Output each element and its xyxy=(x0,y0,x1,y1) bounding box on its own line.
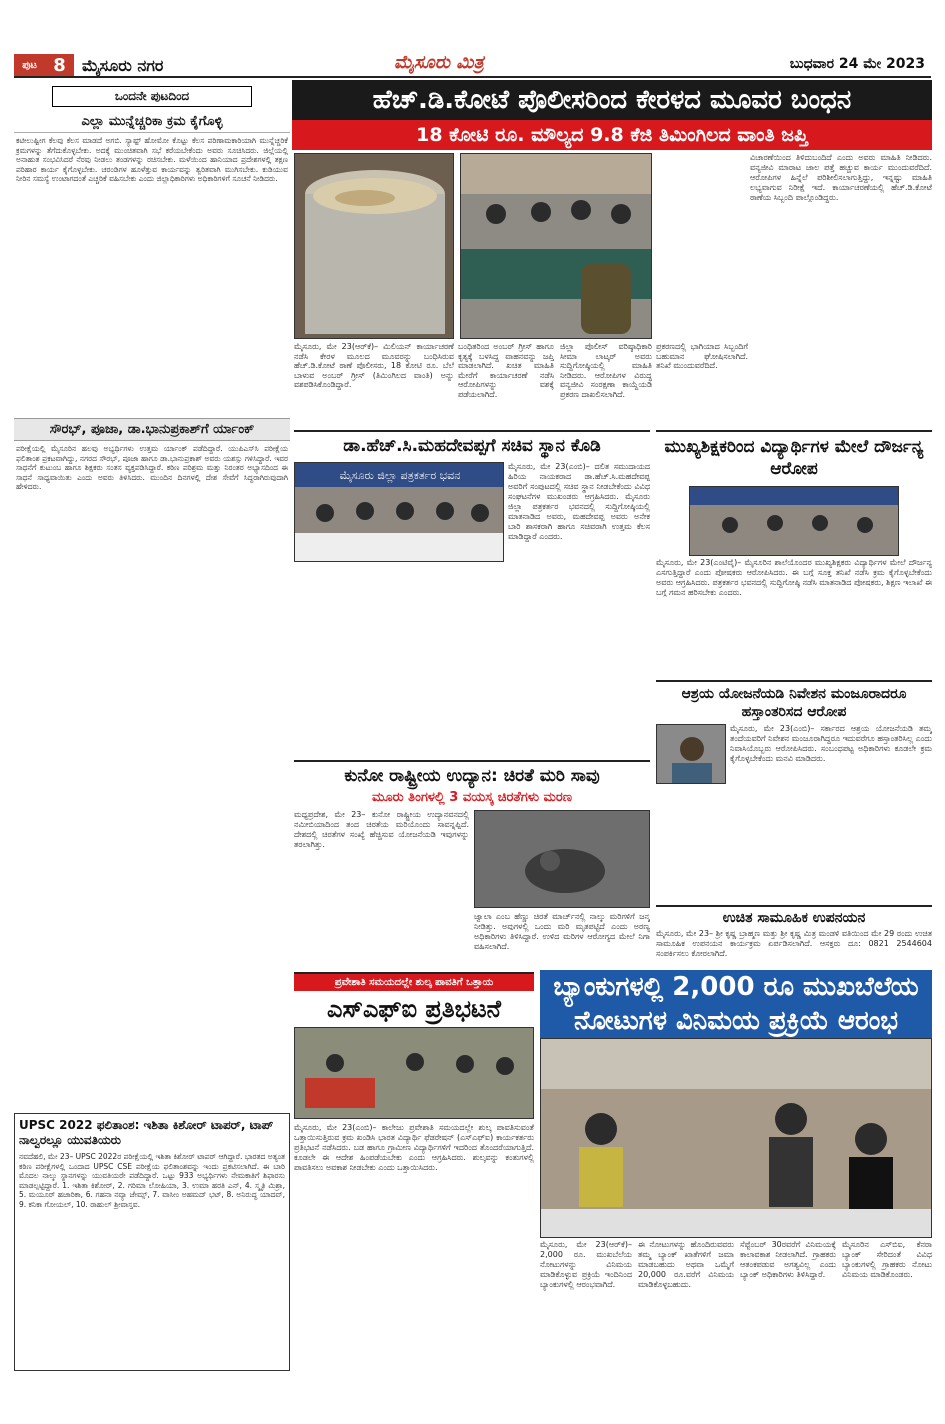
students-story xyxy=(656,430,932,680)
bank-text2: ಈ ನೋಟುಗಳನ್ನು ಹೊಂದಿರುವವರು ತಮ್ಮ ಬ್ಯಾಂಕ್ ಖಾತೆಗಳಿಗೆ ಜಮಾ ಮಾಡಬಹುದು ಅಥವಾ ಒಮ್ಮೆಗೆ 20,000 ರೂ.ವರೆಗೆ ವಿನಿಮಯ ಮಾಡಿಕೊಳ್ಳಬಹುದು. xyxy=(638,1240,734,1289)
bank-title-line2: ನೋಟುಗಳ ವಿನಿಮಯ ಪ್ರಕ್ರಿಯೆ ಆರಂಭ xyxy=(573,1006,899,1036)
students-text: ಮೈಸೂರು, ಮೇ 23(ಎಂಟಿವೈ)– ಮೈಸೂರಿನ ಶಾಲೆಯೊಂದರ ಮುಖ್ಯಶಿಕ್ಷಕರು ವಿದ್ಯಾರ್ಥಿಗಳ ಮೇಲೆ ದೌರ್ಜನ್ಯ ಎಸಗುತ್ತಿದ್ದಾರೆ ಎಂದು ಪೋಷಕರು ಆರೋಪಿಸಿದರು. ಈ ಬಗ್ಗೆ ಸೂಕ್ತ ತನಿಖೆ ನಡೆಸಿ ಕ್ರಮ ಕೈಗೊಳ್ಳಬೇಕೆಂದು ಅವರು ಆಗ್ರಹಿಸಿದರು. ಪತ್ರಕರ್ತರ ಭವನದಲ್ಲಿ ಸುದ್ದಿಗೋಷ್ಠಿ ನಡೆಸಿ ಮಾತನಾಡಿದ ಪೋಷಕರು, ಶಿಕ್ಷಣ ಇಲಾಖೆ ಈ ಬಗ್ಗೆ ಗಮನ ಹರಿಸಬೇಕು ಎಂದರು. xyxy=(656,558,932,597)
lead-headline: ಹೆಚ್.ಡಿ.ಕೋಟೆ ಪೊಲೀಸರಿಂದ ಕೇರಳದ ಮೂವರ ಬಂಧನ xyxy=(292,80,932,120)
bank-text3: ಸೆಪ್ಟೆಂಬರ್ 30ರವರೆಗೆ ವಿನಿಮಯಕ್ಕೆ ಕಾಲಾವಕಾಶ ನೀಡಲಾಗಿದೆ. ಗ್ರಾಹಕರು ಆತಂಕಪಡುವ ಅಗತ್ಯವಿಲ್ಲ ಎಂದು ಬ್ಯಾಂಕ್ ಅಧಿಕಾರಿಗಳು ತಿಳಿಸಿದ್ದಾರೆ. xyxy=(740,1240,836,1279)
bank-text4: ಮೈಸೂರಿನ ಎಸ್‌ಬಿಐ, ಕೆನರಾ ಬ್ಯಾಂಕ್ ಸೇರಿದಂತೆ ವಿವಿಧ ಬ್ಯಾಂಕುಗಳಲ್ಲಿ ಗ್ರಾಹಕರು ನೋಟು ವಿನಿಮಯ ಮಾಡಿಕೊಂಡರು. xyxy=(842,1240,932,1279)
mahadevappa-title: ಡಾ.ಹೆಚ್.ಸಿ.ಮಹದೇವಪ್ಪಗೆ ಸಚಿವ ಸ್ಥಾನ ಕೊಡಿ xyxy=(343,436,601,456)
person-illustration xyxy=(657,725,726,784)
upanayana-text: ಮೈಸೂರು, ಮೇ 23– ಶ್ರೀ ಕೃಷ್ಣ ಬ್ರಾಹ್ಮಣ ಮತ್ತು ಶ್ರೀ ಕೃಷ್ಣ ಮಿತ್ರ ಮಂಡಳಿ ವತಿಯಿಂದ ಮೇ 29 ರಂದು ಉಚಿತ ಸಾಮೂಹಿಕ ಉಪನಯನ ಕಾರ್ಯಕ್ರಮ ಏರ್ಪಡಿಸಲಾಗಿದೆ. ಆಸಕ್ತರು ದೂ: 0821 2544604 ಸಂಪರ್ಕಿಸಲು ಕೋರಲಾಗಿದೆ. xyxy=(656,929,932,958)
lead-text-col1: ಮೈಸೂರು, ಮೇ 23(ಆರ್‌ಕೆ)– ಮಿಲಿಯನ್ ಕಾರ್ಯಾಚರಣೆ ನಡೆಸಿ ಕೇರಳ ಮೂಲದ ಮೂವರನ್ನು ಬಂಧಿಸಿರುವ ಹೆಚ್.ಡಿ.ಕೋಟೆ ಠಾಣೆ ಪೊಲೀಸರು, 18 ಕೋಟಿ ರೂ. ಬೆಲೆ ಬಾಳುವ ಅಂಬರ್ ಗ್ರೀಸ್ (ತಿಮಿಂಗಿಲದ ವಾಂತಿ) ಅನ್ನು ವಶಪಡಿಸಿಕೊಂಡಿದ್ದಾರೆ. xyxy=(294,342,454,390)
kuno-text2: ಜ್ವಾಲಾ ಎಂಬ ಹೆಣ್ಣು ಚಿರತೆ ಮಾರ್ಚ್‌ನಲ್ಲಿ ನಾಲ್ಕು ಮರಿಗಳಿಗೆ ಜನ್ಮ ನೀಡಿತ್ತು. ಅವುಗಳಲ್ಲಿ ಒಂದು ಮರಿ ಮೃತಪಟ್ಟಿದೆ ಎಂದು ಅರಣ್ಯ ಅಧಿಕಾರಿಗಳು ತಿಳಿಸಿದ್ದಾರೆ. ಉಳಿದ ಮರಿಗಳ ಆರೋಗ್ಯದ ಮೇಲೆ ನಿಗಾ ವಹಿಸಲಾಗಿದೆ. xyxy=(474,912,650,951)
lead-subhead: 18 ಕೋಟಿ ರೂ. ಮೌಲ್ಯದ 9.8 ಕೆಜಿ ತಿಮಿಂಗಿಲದ ವಾಂತಿ ಜಪ್ತಿ xyxy=(292,120,932,150)
lead-text-col4: ಪ್ರಕರಣದಲ್ಲಿ ಭಾಗಿಯಾದ ಸಿಬ್ಬಂದಿಗೆ ಬಹುಮಾನ ಘೋಷಿಸಲಾಗಿದೆ. ತನಿಖೆ ಮುಂದುವರೆದಿದೆ. xyxy=(656,342,748,371)
continued-tag: ಒಂದನೇ ಪುಟದಿಂದ xyxy=(52,86,252,107)
upsc-text: ನವದೆಹಲಿ, ಮೇ 23– UPSC 2022ರ ಪರೀಕ್ಷೆಯಲ್ಲಿ ಇಶಿತಾ ಕಿಶೋರ್ ಟಾಪರ್ ಆಗಿದ್ದಾರೆ. ಭಾರತದ ಅತ್ಯಂತ ಕಠಿಣ ಪರೀಕ್ಷೆಗಳಲ್ಲಿ ಒಂದಾದ UPSC CSE ಪರೀಕ್ಷೆಯ ಫಲಿತಾಂಶವನ್ನು ಇಂದು ಪ್ರಕಟಿಸಲಾಗಿದೆ. ಈ ಬಾರಿ ಮೊದಲ ನಾಲ್ಕು ಸ್ಥಾನಗಳನ್ನು ಯುವತಿಯರೇ ಪಡೆದಿದ್ದಾರೆ. ಒಟ್ಟು 933 ಅಭ್ಯರ್ಥಿಗಳು ನೇಮಕಾತಿಗೆ ಶಿಫಾರಸು ಮಾಡಲ್ಪಟ್ಟಿದ್ದಾರೆ. 1. ಇಶಿತಾ ಕಿಶೋರ್, 2. ಗರಿಮಾ ಲೋಹಿಯಾ, 3. ಉಮಾ ಹರತಿ ಎನ್, 4. ಸ್ಮೃತಿ ಮಿಶ್ರಾ, 5. ಮಯೂರ್ ಹಜಾರಿಕಾ, 6. ಗಹನಾ ನವ್ಯಾ ಜೇಮ್ಸ್, 7. ವಾಸೀಂ ಅಹಮದ್ ಭಟ್, 8. ಅನಿರುದ್ಧ ಯಾದವ್, 9. ಕನಿಕಾ ಗೋಯಲ್, 10. ರಾಹುಲ್ ಶ್ರೀವಾಸ್ತವ. xyxy=(19,1152,285,1209)
banner-text: ಮೈಸೂರು ಜಿಲ್ಲಾ ಪತ್ರಕರ್ತರ ಭವನ xyxy=(339,469,461,482)
ashraya-person-photo xyxy=(656,724,726,784)
sfi-kicker: ಪ್ರವೇಶಾತಿ ಸಮಯದಲ್ಲೇ ಶುಲ್ಕ ಪಾವತಿಗೆ ಒತ್ತಾಯ xyxy=(294,974,534,991)
students-group-illustration xyxy=(690,487,899,556)
upsc-box xyxy=(14,1113,290,1371)
bank-counter-photo xyxy=(540,1038,932,1238)
bank-counter-illustration xyxy=(541,1039,932,1238)
cheetah-cub-illustration xyxy=(475,811,650,908)
kuno-title: ಕುನೋ ರಾಷ್ಟ್ರೀಯ ಉದ್ಯಾನ: ಚಿರತೆ ಮರಿ ಸಾವು xyxy=(344,766,600,786)
bank-text1: ಮೈಸೂರು, ಮೇ 23(ಆರ್‌ಕೆ)– 2,000 ರೂ. ಮುಖಬೆಲೆಯ ನೋಟುಗಳನ್ನು ವಿನಿಮಯ ಮಾಡಿಕೊಳ್ಳುವ ಪ್ರಕ್ರಿಯೆ ಇಂದಿನಿಂದ ಬ್ಯಾಂಕುಗಳಲ್ಲಿ ಆರಂಭವಾಗಿದೆ. xyxy=(540,1240,632,1289)
issue-date: ಬುಧವಾರ 24 ಮೇ 2023 xyxy=(789,56,925,72)
ashraya-title: ಆಶ್ರಯ ಯೋಜನೆಯಡಿ ನಿವೇಶನ ಮಂಜೂರಾದರೂ ಹಸ್ತಾಂತರಿಸದ ಆರೋಪ xyxy=(681,686,907,720)
newspaper-brand: ಮೈಸೂರು ಮಿತ್ರ xyxy=(394,52,484,73)
sfi-story xyxy=(294,972,534,1412)
bank-story xyxy=(540,970,932,1412)
press-meet-illustration xyxy=(461,154,652,339)
sfi-text: ಮೈಸೂರು, ಮೇ 23(ಎಂಬಿ)– ಕಾಲೇಜು ಪ್ರವೇಶಾತಿ ಸಮಯದಲ್ಲೇ ಶುಲ್ಕ ಪಾವತಿಸುವಂತೆ ಒತ್ತಾಯಿಸುತ್ತಿರುವ ಕ್ರಮ ಖಂಡಿಸಿ ಭಾರತ ವಿದ್ಯಾರ್ಥಿ ಫೆಡರೇಷನ್ (ಎಸ್‌ಎಫ್‌ಐ) ಕಾರ್ಯಕರ್ತರು ಪ್ರತಿಭಟನೆ ನಡೆಸಿದರು. ಬಡ ಹಾಗೂ ಗ್ರಾಮೀಣ ವಿದ್ಯಾರ್ಥಿಗಳಿಗೆ ಇದರಿಂದ ತೊಂದರೆಯಾಗುತ್ತಿದೆ. ಕೂಡಲೇ ಈ ಆದೇಶ ಹಿಂಪಡೆಯಬೇಕು ಎಂದು ಆಗ್ರಹಿಸಿದರು. ಶುಲ್ಕವನ್ನು ಕಂತುಗಳಲ್ಲಿ ಪಾವತಿಸಲು ಅವಕಾಶ ನೀಡಬೇಕು ಎಂದು ಒತ್ತಾಯಿಸಿದರು. xyxy=(294,1123,534,1172)
bank-title-line1: ಬ್ಯಾಂಕುಗಳಲ್ಲಿ 2,000 ರೂ ಮುಖಬೆಲೆಯ xyxy=(553,972,919,1002)
kuno-text1: ಮಧ್ಯಪ್ರದೇಶ, ಮೇ 23– ಕುನೋ ರಾಷ್ಟ್ರೀಯ ಉದ್ಯಾನವನದಲ್ಲಿ ನಮೀಬಿಯಾದಿಂದ ತಂದ ಚಿರತೆಯ ಮರಿಯೊಂದು ಸಾವನ್ನಪ್ಪಿದೆ. ದೇಶದಲ್ಲಿ ಚಿರತೆಗಳ ಸಂಖ್ಯೆ ಹೆಚ್ಚಿಸುವ ಯೋಜನೆಯಡಿ ಇವುಗಳನ್ನು ತರಲಾಗಿತ್ತು. xyxy=(294,810,469,849)
page-label: ಪುಟ xyxy=(22,59,37,71)
sfi-title: ಎಸ್‌ಎಫ್‌ಐ ಪ್ರತಿಭಟನೆ xyxy=(327,995,501,1023)
ambergris-container-illustration xyxy=(295,154,454,339)
page-number: 8 xyxy=(53,54,66,76)
kuno-story xyxy=(294,760,650,970)
sfi-protest-photo xyxy=(294,1027,534,1119)
mahadevappa-photo xyxy=(294,462,504,562)
kuno-subtitle: ಮೂರು ತಿಂಗಳಲ್ಲಿ 3 ವಯಸ್ಕ ಚಿರತೆಗಳು ಮರಣ xyxy=(371,790,573,805)
cheetah-cub-photo xyxy=(474,810,650,908)
protest-illustration xyxy=(295,1028,534,1119)
section-name: ಮೈಸೂರು ನಗರ xyxy=(82,56,164,75)
upanayana-story xyxy=(656,905,932,969)
page-header xyxy=(14,52,931,78)
page-number-tag xyxy=(14,54,74,76)
ashraya-story xyxy=(656,680,932,835)
story-precaution-text: ಕಟೀಲುಷ್ಟೀಗ ಕೆಲವು ಕೆಲಸ ಮಾಡದೆ ಅಗಬಿ. ಸ್ಯಾಷ್ಟ್ ಹೋಮೋ ಕೊಟ್ಟು ಕೆಲಸ ಪರಿಣಾಮಕಾರಿಯಾಗಿ ಮುನ್ನೆಚ್ಚರಿಕೆ ಕ್ರಮಗಳನ್ನು ತೆಗೆದುಕೊಳ್ಳಬೇಕು. ಅದಕ್ಕೆ ಮುಂಚಿತವಾಗಿ ಸಭೆ ಕರೆಯಬೇಕೆಂದು ಅವರು ಸೂಚಿಸಿದರು. ಜಿಲ್ಲೆಯಲ್ಲಿ ಅನಾಹುತ ಸಂಭವಿಸಿದರೆ ನೆರವು ನೀಡಲು ತಂಡಗಳನ್ನು ರಚಿಸಬೇಕು. ಮಳೆಯಿಂದ ಹಾನಿಯಾದ ಪ್ರದೇಶಗಳಲ್ಲಿ ತಕ್ಷಣ ಪರಿಹಾರ ಕಾರ್ಯ ಕೈಗೊಳ್ಳಬೇಕು. ಚರಂಡಿಗಳ ಹೂಳೆತ್ತುವ ಕಾರ್ಯವನ್ನು ತ್ವರಿತವಾಗಿ ಮುಗಿಸಬೇಕು. ಕುಡಿಯುವ ನೀರಿನ ಸಮಸ್ಯೆ ಉಂಟಾಗದಂತೆ ಎಚ್ಚರಿಕೆ ವಹಿಸಬೇಕು ಎಂದು ಜಿಲ್ಲಾಧಿಕಾರಿಗಳು ಅಧಿಕಾರಿಗಳಿಗೆ ಸೂಚನೆ ನೀಡಿದರು. xyxy=(16,136,288,184)
ambergris-photo xyxy=(294,153,454,339)
lead-text-col3: ಜಿಲ್ಲಾ ಪೊಲೀಸ್ ವರಿಷ್ಠಾಧಿಕಾರಿ ಸೀಮಾ ಲಾಟ್ಕರ್ ಅವರು ಸುದ್ದಿಗೋಷ್ಠಿಯಲ್ಲಿ ಮಾಹಿತಿ ನೀಡಿದರು. ಆರೋಪಿಗಳ ವಿರುದ್ಧ ವನ್ಯಜೀವಿ ಸಂರಕ್ಷಣಾ ಕಾಯ್ದೆಯಡಿ ಪ್ರಕರಣ ದಾಖಲಿಸಲಾಗಿದೆ. xyxy=(560,342,652,399)
story-rank-title: ಸೌರಭ್, ಪೂಜಾ, ಡಾ.ಭಾನುಪ್ರಕಾಶ್‌ಗೆ ರ್ಯಾಂಕ್ xyxy=(14,418,290,441)
story-rank-text: ಪರೀಕ್ಷೆಯಲ್ಲಿ ಮೈಸೂರಿನ ಹಲವು ಅಭ್ಯರ್ಥಿಗಳು ಉತ್ತಮ ರ್ಯಾಂಕ್ ಪಡೆದಿದ್ದಾರೆ. ಯುಪಿಎಸ್‌ಸಿ ಪರೀಕ್ಷೆಯ ಫಲಿತಾಂಶ ಪ್ರಕಟವಾಗಿದ್ದು, ನಗರದ ಸೌರಭ್, ಪೂಜಾ ಹಾಗೂ ಡಾ.ಭಾನುಪ್ರಕಾಶ್ ಅವರು ಯಶಸ್ಸು ಗಳಿಸಿದ್ದಾರೆ. ಇವರ ಸಾಧನೆಗೆ ಕುಟುಂಬ ಹಾಗೂ ಶಿಕ್ಷಕರು ಸಂತಸ ವ್ಯಕ್ತಪಡಿಸಿದ್ದಾರೆ. ಕಠಿಣ ಪರಿಶ್ರಮ ಮತ್ತು ನಿರಂತರ ಅಭ್ಯಾಸದಿಂದ ಈ ಸಾಧನೆ ಸಾಧ್ಯವಾಯಿತು ಎಂದು ಅವರು ತಿಳಿಸಿದರು. ಮುಂದಿನ ದಿನಗಳಲ್ಲಿ ದೇಶ ಸೇವೆಗೆ ಸಿದ್ಧರಾಗಿರುವುದಾಗಿ ಹೇಳಿದರು. xyxy=(16,444,288,492)
upanayana-title: ಉಚಿತ ಸಾಮೂಹಿಕ ಉಪನಯನ xyxy=(722,910,866,926)
mahadevappa-text: ಮೈಸೂರು, ಮೇ 23(ಎಂಬಿ)– ದಲಿತ ಸಮುದಾಯದ ಹಿರಿಯ ನಾಯಕರಾದ ಡಾ.ಹೆಚ್.ಸಿ.ಮಹದೇವಪ್ಪ ಅವರಿಗೆ ಸಂಪುಟದಲ್ಲಿ ಸಚಿವ ಸ್ಥಾನ ನೀಡಬೇಕೆಂದು ವಿವಿಧ ಸಂಘಟನೆಗಳ ಮುಖಂಡರು ಆಗ್ರಹಿಸಿದರು. ಮೈಸೂರು ಜಿಲ್ಲಾ ಪತ್ರಕರ್ತರ ಭವನದಲ್ಲಿ ಸುದ್ದಿಗೋಷ್ಠಿಯಲ್ಲಿ ಮಾತನಾಡಿದ ಅವರು, ಮಹದೇವಪ್ಪ ಅವರು ಅನೇಕ ಬಾರಿ ಶಾಸಕರಾಗಿ ಹಾಗೂ ಸಚಿವರಾಗಿ ಉತ್ತಮ ಕೆಲಸ ಮಾಡಿದ್ದಾರೆ ಎಂದರು. xyxy=(508,462,650,541)
students-title: ಮುಖ್ಯಶಿಕ್ಷಕರಿಂದ ವಿದ್ಯಾರ್ಥಿಗಳ ಮೇಲೆ ದೌರ್ಜನ್ಯ ಆರೋಪ xyxy=(664,437,924,479)
press-meet-group-illustration xyxy=(295,463,504,562)
story-precaution-title: ಎಲ್ಲಾ ಮುನ್ನೆಚ್ಚರಿಕಾ ಕ್ರಮ ಕೈಗೊಳ್ಳಿ xyxy=(14,111,290,133)
lead-text-col2: ಬಂಧಿತರಿಂದ ಅಂಬರ್ ಗ್ರೀಸ್ ಹಾಗೂ ಕೃತ್ಯಕ್ಕೆ ಬಳಸಿದ್ದ ವಾಹನವನ್ನು ಜಪ್ತಿ ಮಾಡಲಾಗಿದೆ. ಖಚಿತ ಮಾಹಿತಿ ಮೇರೆಗೆ ಕಾರ್ಯಾಚರಣೆ ನಡೆಸಿ ಆರೋಪಿಗಳನ್ನು ವಶಕ್ಕೆ ಪಡೆಯಲಾಗಿದೆ. xyxy=(458,342,554,399)
left-column xyxy=(14,80,290,1424)
lead-text-col5: ವಿಚಾರಣೆಯಿಂದ ತಿಳಿದುಬಂದಿದೆ ಎಂದು ಅವರು ಮಾಹಿತಿ ನೀಡಿದರು. ವನ್ಯಜೀವಿ ಮಾರಾಟ ಜಾಲ ಪತ್ತೆ ಹಚ್ಚುವ ಕಾರ್ಯ ಮುಂದುವರೆದಿದೆ. ಆರೋಪಿಗಳ ಹಿನ್ನೆಲೆ ಪರಿಶೀಲಿಸಲಾಗುತ್ತಿದ್ದು, ಇನ್ನಷ್ಟು ಮಾಹಿತಿ ಲಭ್ಯವಾಗುವ ನಿರೀಕ್ಷೆ ಇದೆ. ಕಾರ್ಯಾಚರಣೆಯಲ್ಲಿ ಹೆಚ್.ಡಿ.ಕೋಟೆ ಠಾಣೆಯ ಸಿಬ್ಬಂದಿ ಪಾಲ್ಗೊಂಡಿದ್ದರು. xyxy=(750,153,932,202)
upsc-title: UPSC 2022 ಫಲಿತಾಂಶ: ಇಶಿತಾ ಕಿಶೋರ್ ಟಾಪರ್, ಟಾಪ್ ನಾಲ್ವರಲ್ಲೂ ಯುವತಿಯರು xyxy=(19,1118,274,1147)
students-photo xyxy=(689,486,899,556)
press-meet-photo xyxy=(460,153,652,339)
bank-title xyxy=(540,970,932,1038)
ashraya-text: ಮೈಸೂರು, ಮೇ 23(ಎಂಬಿ)– ಸರ್ಕಾರದ ಆಶ್ರಯ ಯೋಜನೆಯಡಿ ತಮ್ಮ ತಂದೆಯವರಿಗೆ ನಿವೇಶನ ಮಂಜೂರಾಗಿದ್ದರೂ ಇದುವರೆಗೂ ಹಸ್ತಾಂತರಿಸಿಲ್ಲ ಎಂದು ನಿವಾಸಿಯೊಬ್ಬರು ಆರೋಪಿಸಿದರು. ಸಂಬಂಧಪಟ್ಟ ಅಧಿಕಾರಿಗಳು ಕೂಡಲೇ ಕ್ರಮ ಕೈಗೊಳ್ಳಬೇಕೆಂದು ಮನವಿ ಮಾಡಿದರು. xyxy=(730,724,932,763)
mahadevappa-story xyxy=(294,430,650,760)
